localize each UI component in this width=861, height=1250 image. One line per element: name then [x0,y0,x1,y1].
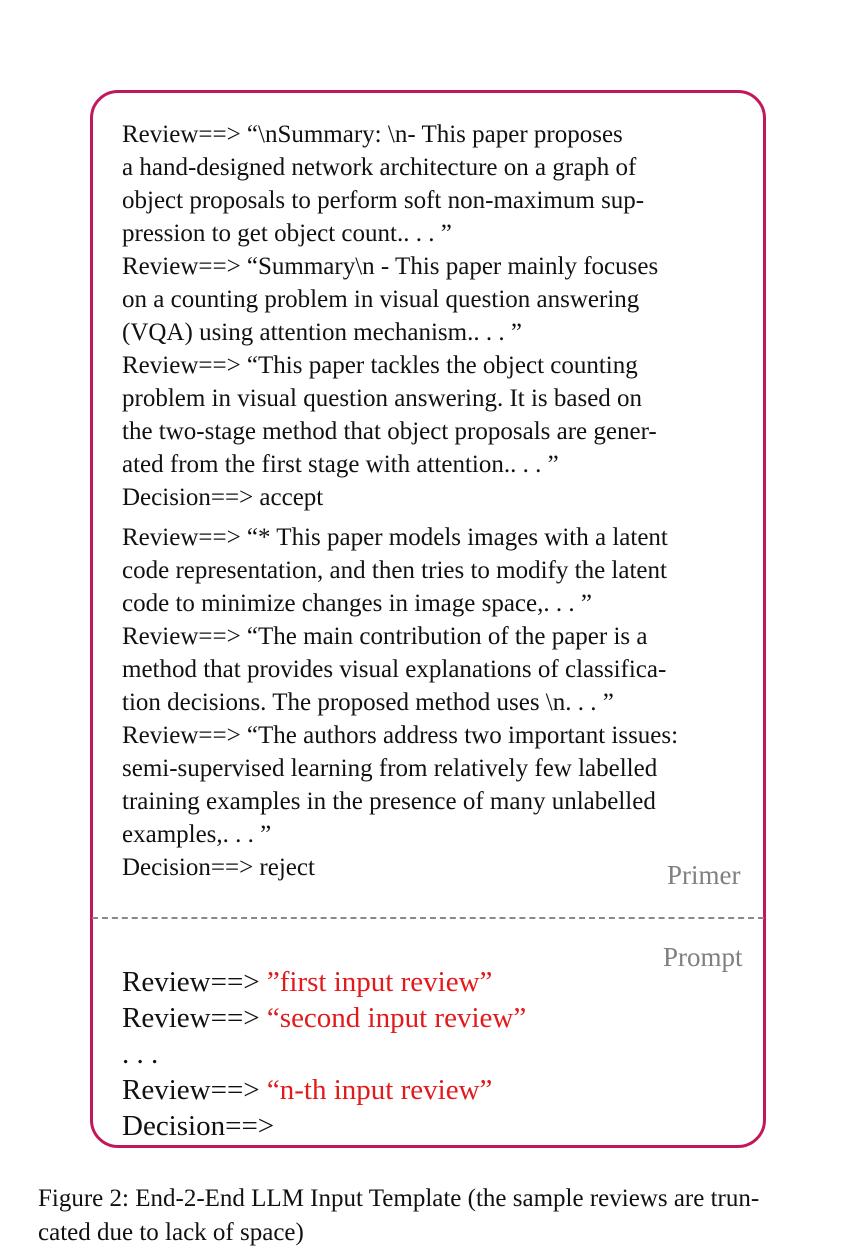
primer-review-3: Review==> “This paper tackles the object counting problem in visual question answering. It is based on the two-stage method that object proposals are gener- ated from the first stage with attention.. . . ” [122,352,657,478]
section-divider [92,917,764,919]
primer-review-6: Review==> “The authors address two important issues: semi-supervised learning from relatively few labelled training examples in the presence of many unlabelled examples,. . . ” [122,722,679,848]
prompt-ellipsis: . . . [122,1038,159,1070]
prompt-line-review: “second input review” [266,1002,527,1034]
primer-decision-reject: Decision==> reject [122,854,315,881]
prompt-line-review: ”first input review” [266,966,493,998]
primer-review-2: Review==> “Summary\n - This paper mainly focuses on a counting problem in visual question answering (VQA) using attention mechanism.. . . ” [122,253,659,346]
prompt-line-2 [122,1000,526,1036]
primer-review-5: Review==> “The main contribution of the paper is a method that provides visual explanations of classifica- tion decisions. The proposed method uses \n. . . ” [122,623,667,716]
prompt-decision: Decision==> [122,1110,275,1142]
prompt-line-prefix: Review==> [122,966,267,998]
prompt-line-1 [122,964,526,1000]
prompt-line-prefix: Review==> [122,1074,267,1106]
primer-review-1: Review==> “\nSummary: \n- This paper proposes a hand-designed network architecture on a graph of object proposals to perform soft non-maximum sup- pression to get object count.. . . ” [122,121,645,247]
primer-section [122,118,762,884]
primer-review-4: Review==> “* This paper models images with a latent code representation, and then tries to modify the latent code to minimize changes in image space,. . . ” [122,524,668,617]
primer-decision-accept: Decision==> accept [122,484,324,511]
prompt-section [122,964,526,1144]
primer-label: Primer [667,860,741,890]
prompt-line-n [122,1072,526,1108]
prompt-line-prefix: Review==> [122,1002,267,1034]
figure-caption: Figure 2: End-2-End LLM Input Template (the sample reviews are trun- cated due to lack of space) [38,1185,760,1246]
prompt-line-review: “n-th input review” [266,1074,493,1106]
prompt-line-ellipsis [122,1036,526,1072]
prompt-label: Prompt [663,942,743,972]
